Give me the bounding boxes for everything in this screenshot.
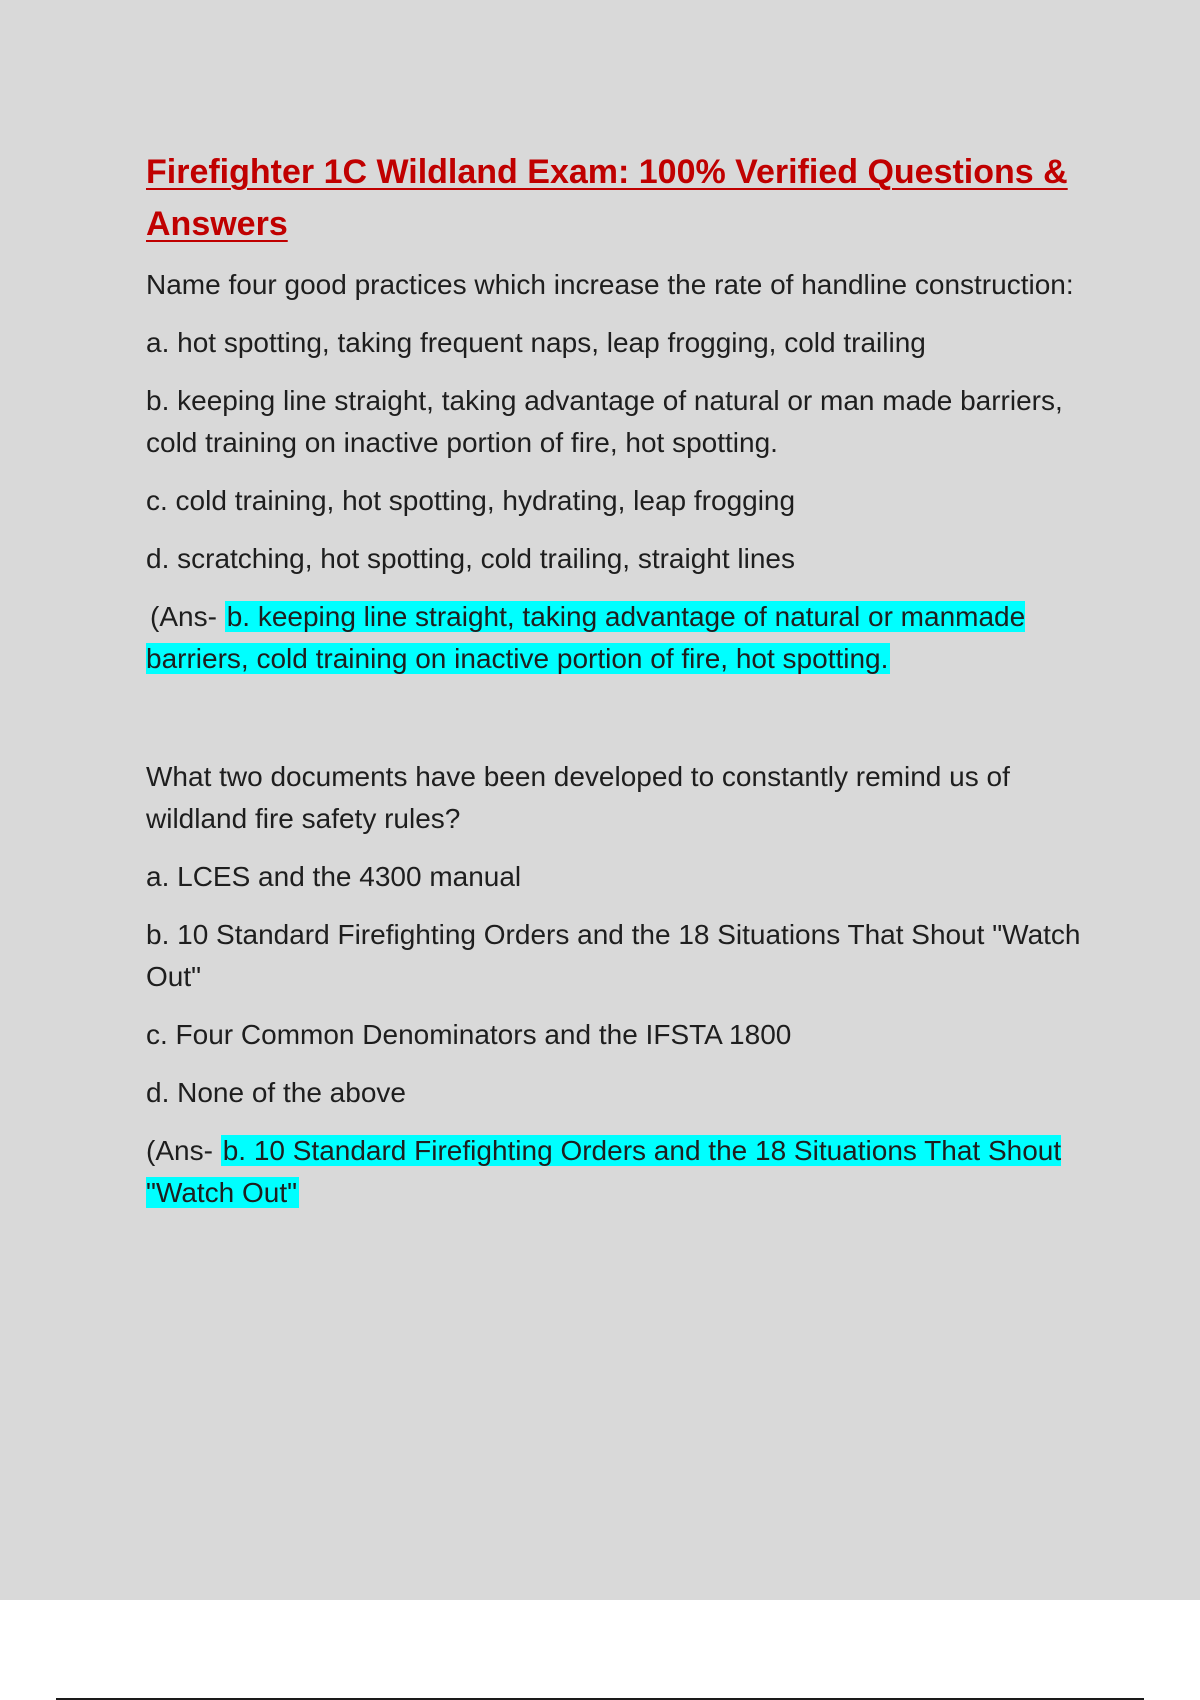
question-1-option-c: c. cold training, hot spotting, hydrating, leap frogging (146, 485, 796, 516)
question-block-2 (146, 756, 1086, 1214)
document-content (146, 146, 1086, 1214)
question-1-prompt: Name four good practices which increase the rate of handline construction: (146, 269, 1074, 300)
question-1-option-d: d. scratching, hot spotting, cold trailing, straight lines (146, 543, 796, 574)
question-2-option-b: b. 10 Standard Firefighting Orders and the 18 Situations That Shout "Watch Out" (146, 919, 1081, 992)
document-title: Firefighter 1C Wildland Exam: 100% Verified Questions & Answers (146, 153, 1068, 243)
question-block-1 (146, 264, 1086, 680)
question-spacer (146, 680, 1086, 756)
question-1-answer (146, 596, 1086, 680)
question-1-option-b: b. keeping line straight, taking advantage of natural or man made barriers, cold training on inactive portion of fire, hot spotting. (146, 385, 1063, 458)
question-2-answer-prefix: (Ans- (146, 1135, 213, 1166)
question-2-option-c: c. Four Common Denominators and the IFSTA 1800 (146, 1019, 792, 1050)
question-2-option-d: d. None of the above (146, 1077, 406, 1108)
question-1-option-a: a. hot spotting, taking frequent naps, leap frogging, cold trailing (146, 327, 926, 358)
question-1-answer-highlight: b. keeping line straight, taking advantage of natural or manmade barriers, cold training on inactive portion of fire, hot spotting. (146, 601, 1026, 674)
question-2-answer (146, 1130, 1086, 1214)
question-2-option-a: a. LCES and the 4300 manual (146, 861, 522, 892)
question-2-answer-highlight: b. 10 Standard Firefighting Orders and the 18 Situations That Shout "Watch Out" (146, 1135, 1062, 1208)
question-2-prompt: What two documents have been developed to constantly remind us of wildland fire safety rules? (146, 761, 1010, 834)
question-1-answer-prefix: (Ans- (150, 601, 217, 632)
